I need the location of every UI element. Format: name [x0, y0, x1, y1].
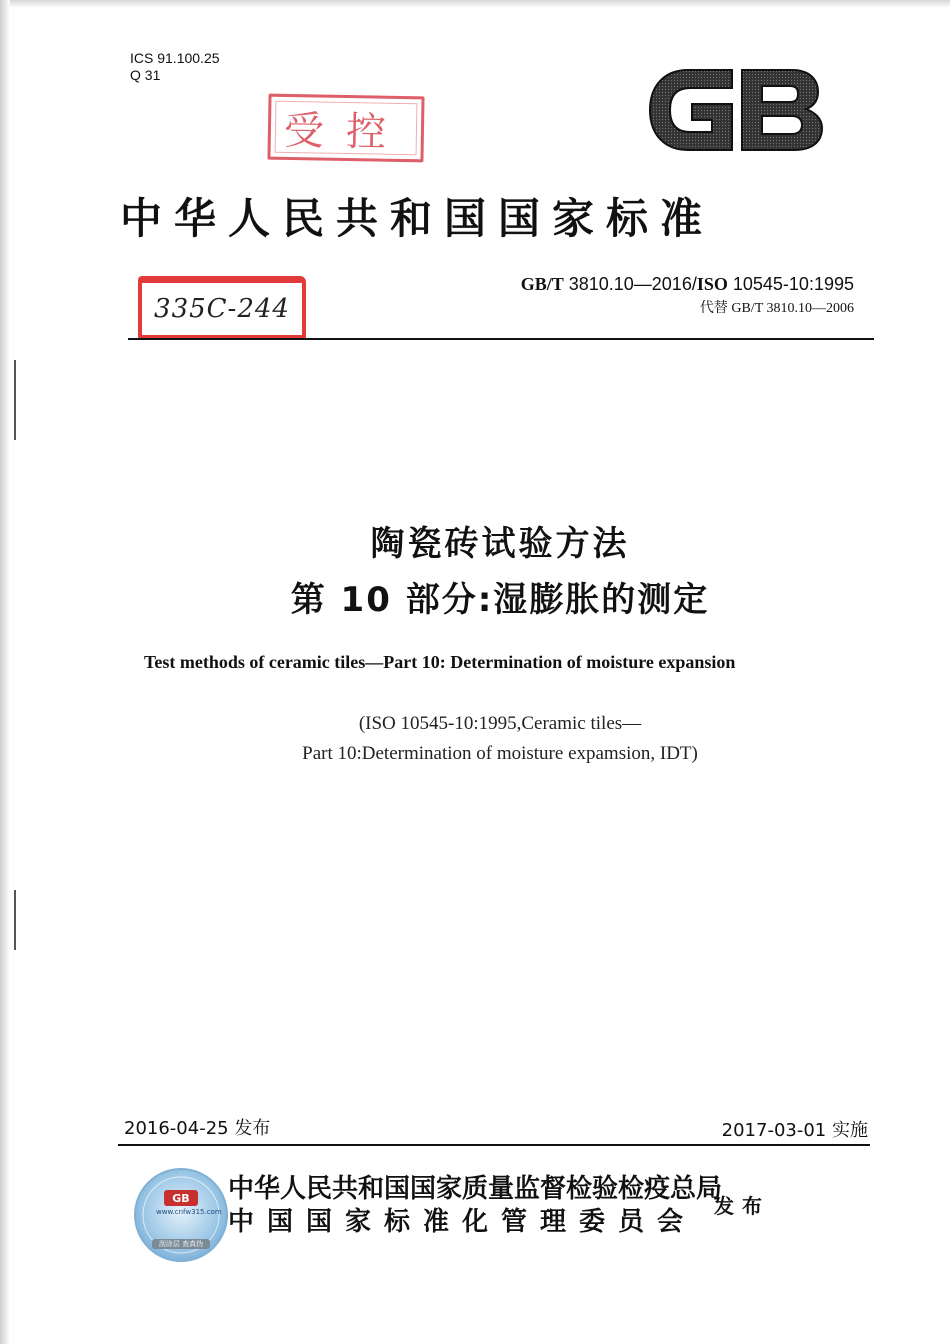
classification-codes: [130, 50, 220, 84]
iso-number: 10545-10:1995: [727, 274, 854, 294]
implementation-date: 2017-03-01 实施: [721, 1120, 868, 1141]
seal-website: www.cnfw315.com: [156, 1208, 222, 1216]
scan-mark: [14, 360, 16, 440]
national-standard-title: 中华人民共和国国家标准: [120, 194, 715, 243]
iso-reference-line2: Part 10:Determination of moisture expamsion, IDT): [302, 743, 698, 764]
standard-number: [521, 274, 854, 295]
svg-text:GB: GB: [172, 1192, 190, 1205]
seal-scratch-label: 刮涂层 查真伪: [152, 1239, 210, 1249]
ccs-code: Q 31: [130, 67, 161, 83]
scan-mark: [14, 890, 16, 950]
iso-prefix: ISO: [696, 274, 728, 294]
gb-logo: [646, 64, 826, 156]
ics-code: ICS 91.100.25: [130, 50, 220, 66]
anti-counterfeit-seal: [134, 1168, 228, 1262]
standard-prefix: GB/T: [520, 274, 564, 294]
chinese-title-line2: 第 10 部分:湿膨胀的测定: [290, 580, 710, 620]
publish-label: 发布: [714, 1194, 770, 1218]
header-divider: [128, 338, 874, 340]
publish-date: 2016-04-25 发布: [124, 1118, 271, 1139]
footer-divider: [118, 1144, 870, 1146]
replaces-note: 代替 GB/T 3810.10—2006: [699, 301, 854, 316]
handwritten-number-box: [138, 276, 306, 339]
chinese-title-line1: 陶瓷砖试验方法: [370, 524, 630, 564]
iso-reference-line1: (ISO 10545-10:1995,Ceramic tiles—: [358, 713, 642, 734]
issuer-line2: 中国国家标准化管理委员会: [228, 1207, 697, 1237]
handwritten-number: 335C-244: [154, 294, 290, 324]
controlled-stamp: 受控: [267, 94, 424, 163]
standard-main-number: 3810.10—2016/: [563, 274, 697, 294]
scan-edge-top: [0, 0, 950, 8]
english-title: Test methods of ceramic tiles—Part 10: Determination of moisture expansion: [144, 652, 736, 672]
issuer-line1: 中华人民共和国国家质量监督检验检疫总局: [228, 1174, 723, 1204]
scan-edge-left: [0, 0, 10, 1344]
